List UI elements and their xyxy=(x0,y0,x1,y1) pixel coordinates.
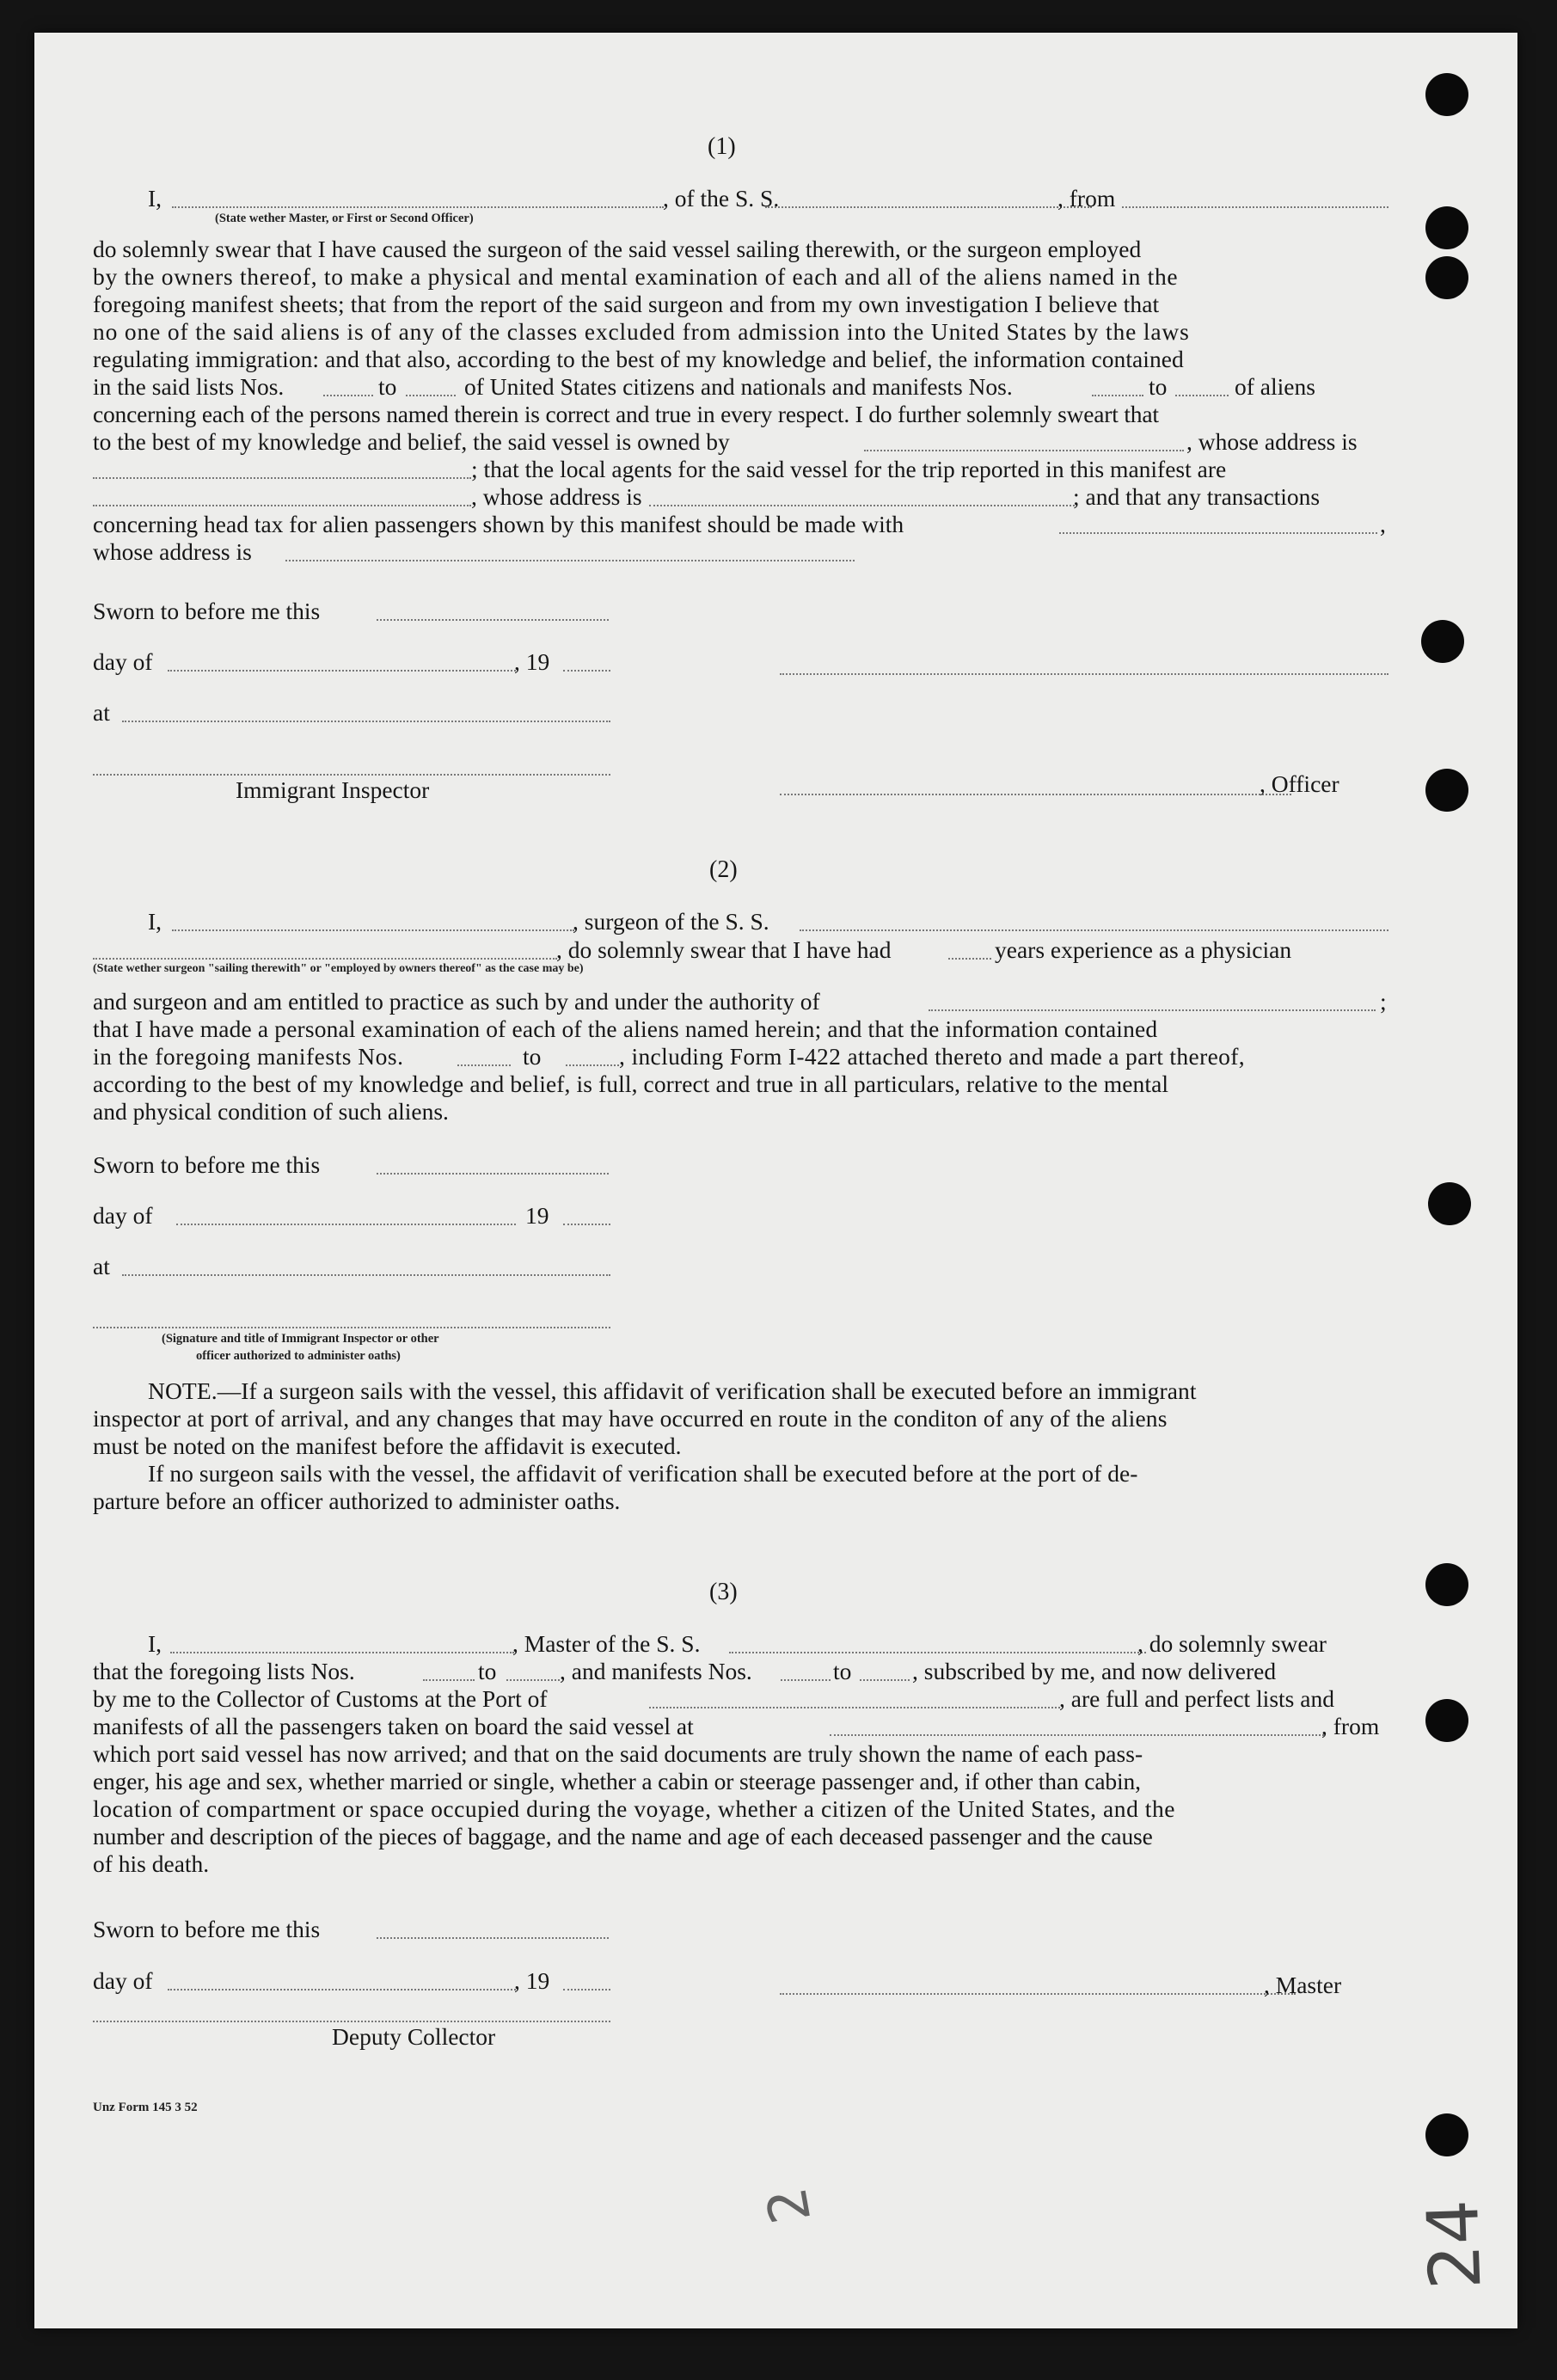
s1-day-field[interactable] xyxy=(168,670,516,672)
s1-at-field[interactable] xyxy=(122,721,610,722)
s2-authority-field[interactable] xyxy=(929,1009,1376,1011)
s1-officer-caption: (State wether Master, or First or Second Officer) xyxy=(215,212,474,225)
s2-signature-caption-1: (Signature and title of Immigrant Inspector or other xyxy=(162,1332,439,1346)
s3-line-2b: to xyxy=(478,1658,497,1684)
s3-master-signature-field[interactable] xyxy=(780,1993,1296,1995)
s3-deputy-label: Deputy Collector xyxy=(332,2023,496,2050)
s3-day-of-label: day of xyxy=(93,1967,153,1994)
s3-deputy-line[interactable] xyxy=(93,2021,610,2022)
s2-vessel-field[interactable] xyxy=(800,929,1388,931)
s1-headtax-address-field[interactable] xyxy=(285,560,855,561)
s3-master-label: , Master xyxy=(1264,1972,1342,1998)
s1-officer-name-field[interactable] xyxy=(172,206,664,208)
s2-day-field[interactable] xyxy=(176,1224,516,1225)
note-line-2: inspector at port of arrival, and any changes that may have occurred en route in the conditon of any of the aliens xyxy=(93,1405,1168,1432)
s3-master-name-field[interactable] xyxy=(170,1652,514,1653)
s1-line-9: ; that the local agents for the said vessel for the trip reported in this manifest are xyxy=(471,456,1227,482)
handwritten-page-number: 24 xyxy=(1412,2198,1498,2291)
s2-at-field[interactable] xyxy=(122,1274,610,1276)
s3-port-field[interactable] xyxy=(649,1707,1060,1708)
form-number: Unz Form 145 3 52 xyxy=(93,2101,198,2114)
s2-surgeon-caption: (State wether surgeon "sailing therewith" or "employed by owners thereof" as the case may be) xyxy=(93,962,584,975)
s2-sworn-field[interactable] xyxy=(377,1173,609,1175)
s1-line-5: regulating immigration: and that also, according to the best of my knowledge and belief, the information contained xyxy=(93,346,1184,372)
s1-agents-address-field[interactable] xyxy=(649,505,1075,506)
note-line-1: NOTE.—If a surgeon sails with the vessel, this affidavit of verification shall be executed before an immigrant xyxy=(148,1377,1197,1404)
s2-line-5c: , including Form I-422 attached thereto and made a part thereof, xyxy=(619,1043,1245,1070)
section-3-number: (3) xyxy=(709,1579,738,1605)
s3-day-field[interactable] xyxy=(168,1989,516,1990)
s1-from-field[interactable] xyxy=(1122,206,1388,208)
s1-lead: I, xyxy=(148,185,162,212)
s2-line-5a: in the foregoing manifests Nos. xyxy=(93,1043,404,1070)
s3-vessel-field[interactable] xyxy=(729,1652,1146,1653)
s1-line-4: no one of the said aliens is of any of the classes excluded from admission into the United States by the laws xyxy=(93,318,1190,345)
section-1-number: (1) xyxy=(708,133,736,160)
s1-inspector-label: Immigrant Inspector xyxy=(236,776,430,803)
s2-day-of-label: day of xyxy=(93,1202,153,1229)
s2-manifest-to-field[interactable] xyxy=(566,1064,619,1066)
s2-sworn-label: Sworn to before me this xyxy=(93,1151,321,1178)
s1-year-label: , 19 xyxy=(514,648,550,675)
s3-line-9: of his death. xyxy=(93,1850,210,1877)
handwritten-mark: 2 xyxy=(755,2182,824,2229)
s2-line-5b: to xyxy=(523,1043,542,1070)
punch-hole xyxy=(1425,206,1468,249)
s1-sworn-label: Sworn to before me this xyxy=(93,598,321,624)
s2-manifest-from-field[interactable] xyxy=(457,1064,511,1066)
punch-hole xyxy=(1421,620,1464,663)
s3-line-2d: to xyxy=(833,1658,852,1684)
s1-officer-line[interactable] xyxy=(780,794,1291,795)
punch-hole xyxy=(1425,256,1468,299)
s1-line-6b: to xyxy=(378,373,397,400)
s1-list-from-field[interactable] xyxy=(323,395,373,396)
s2-at-label: at xyxy=(93,1253,110,1279)
section-2-number: (2) xyxy=(709,856,738,883)
s1-line-7: concerning each of the persons named therein is correct and true in every respect. I do further solemnly sweart that xyxy=(93,401,1159,427)
s1-line-8b: , whose address is xyxy=(1186,428,1358,455)
s1-line-8a: to the best of my knowledge and belief, the said vessel is owned by xyxy=(93,428,730,455)
s1-line-12: whose address is xyxy=(93,538,252,565)
s1-headtax-field[interactable] xyxy=(1059,532,1377,534)
punch-hole xyxy=(1428,1182,1471,1225)
note-line-4: If no surgeon sails with the vessel, the affidavit of verification shall be executed before at the port of de- xyxy=(148,1460,1138,1487)
s1-inspector-line[interactable] xyxy=(93,774,610,776)
s2-swear: , do solemnly swear that I have had xyxy=(556,936,892,963)
s1-agents-field[interactable] xyxy=(93,505,471,506)
s3-line-2a: that the foregoing lists Nos. xyxy=(93,1658,355,1684)
s3-sworn-label: Sworn to before me this xyxy=(93,1916,321,1942)
s1-line-6e: of aliens xyxy=(1235,373,1315,400)
s2-lead: I, xyxy=(148,908,162,935)
s1-manifest-to-field[interactable] xyxy=(1175,395,1229,396)
punch-hole xyxy=(1425,2113,1468,2156)
s1-line-6d: to xyxy=(1149,373,1168,400)
s3-line-7: location of compartment or space occupied during the voyage, whether a citizen of the United States, and the xyxy=(93,1795,1176,1822)
s2-surgeon-of-ss: , surgeon of the S. S. xyxy=(573,908,769,935)
s3-lead: I, xyxy=(148,1630,162,1657)
punch-hole xyxy=(1425,1563,1468,1606)
s2-signature-caption-2: officer authorized to administer oaths) xyxy=(196,1349,401,1363)
s1-officer-label: , Officer xyxy=(1260,770,1339,797)
s3-line-5: which port said vessel has now arrived; and that on the said documents are truly shown the name of each pass- xyxy=(93,1740,1143,1767)
s2-signature-line[interactable] xyxy=(93,1327,610,1328)
s3-year-label: , 19 xyxy=(514,1967,550,1994)
punch-hole xyxy=(1425,769,1468,812)
manifest-affidavit-page xyxy=(34,33,1517,2328)
s1-from: , from xyxy=(1057,185,1116,212)
s2-line-7: and physical condition of such aliens. xyxy=(93,1098,449,1125)
note-line-5: parture before an officer authorized to administer oaths. xyxy=(93,1488,621,1514)
s3-master-of-ss: , Master of the S. S. xyxy=(512,1630,701,1657)
s3-line-6: enger, his age and sex, whether married or single, whether a cabin or steerage passenger and, if other than cabin, xyxy=(93,1768,1141,1794)
s1-line-1: do solemnly swear that I have caused the surgeon of the said vessel sailing therewith, or the surgeon employed xyxy=(93,236,1142,262)
s3-manifests-to-field[interactable] xyxy=(860,1679,910,1681)
s1-vessel-name-field[interactable] xyxy=(765,206,1092,208)
s3-line-4a: manifests of all the passengers taken on board the said vessel at xyxy=(93,1713,694,1739)
s3-line-2e: , subscribed by me, and now delivered xyxy=(912,1658,1277,1684)
s3-lists-from-field[interactable] xyxy=(423,1679,475,1681)
s1-sworn-field[interactable] xyxy=(377,619,609,621)
s3-lists-to-field[interactable] xyxy=(506,1679,560,1681)
s2-line-3-end: ; xyxy=(1380,988,1387,1015)
s2-line-4: that I have made a personal examination of each of the aliens named herein; and that the information contained xyxy=(93,1015,1158,1042)
s2-line-6: according to the best of my knowledge and belief, is full, correct and true in all particulars, relative to the mental xyxy=(93,1070,1169,1097)
s2-line-3: and surgeon and am entitled to practice as such by and under the authority of xyxy=(93,988,820,1015)
s3-sworn-field[interactable] xyxy=(377,1937,609,1939)
s2-year-label: 19 xyxy=(525,1202,549,1229)
s2-year-field[interactable] xyxy=(563,1224,610,1225)
s2-years: years experience as a physician xyxy=(995,936,1292,963)
s3-line-3a: by me to the Collector of Customs at the Port of xyxy=(93,1685,548,1712)
s1-line-6c: of United States citizens and nationals and manifests Nos. xyxy=(464,373,1013,400)
s2-designation-field[interactable] xyxy=(93,958,557,960)
s1-line-11-comma: , xyxy=(1380,511,1386,537)
punch-hole xyxy=(1425,73,1468,116)
s1-line-10b: ; and that any transactions xyxy=(1073,483,1321,510)
s1-line-6a: in the said lists Nos. xyxy=(93,373,285,400)
s3-line-3b: , are full and perfect lists and xyxy=(1059,1685,1334,1712)
s1-line-10a: , whose address is xyxy=(471,483,642,510)
note-line-3: must be noted on the manifest before the affidavit is executed. xyxy=(93,1432,682,1459)
s3-manifests-from-field[interactable] xyxy=(781,1679,831,1681)
s1-manifest-from-field[interactable] xyxy=(1092,395,1143,396)
s1-day-of-label: day of xyxy=(93,648,153,675)
s1-signature-field[interactable] xyxy=(780,673,1388,675)
s1-line-2: by the owners thereof, to make a physical and mental examination of each and all of the aliens named in the xyxy=(93,263,1179,290)
s3-year-field[interactable] xyxy=(563,1989,610,1990)
s1-at-label: at xyxy=(93,699,110,726)
s1-year-field[interactable] xyxy=(563,670,610,672)
s1-list-to-field[interactable] xyxy=(406,395,456,396)
punch-hole xyxy=(1425,1699,1468,1742)
s1-of-ss: , of the S. S. xyxy=(663,185,780,212)
s1-owner-address-field[interactable] xyxy=(93,477,471,479)
s2-surgeon-name-field[interactable] xyxy=(172,929,574,931)
s3-line-4b: , from xyxy=(1321,1713,1380,1739)
s3-line-8: number and description of the pieces of baggage, and the name and age of each deceased passenger and the cause xyxy=(93,1823,1153,1849)
s1-line-11: concerning head tax for alien passengers shown by this manifest should be made with xyxy=(93,511,904,537)
s2-years-field[interactable] xyxy=(948,958,991,960)
s3-line-2c: , and manifests Nos. xyxy=(560,1658,752,1684)
s1-line-3: foregoing manifest sheets; that from the report of the said surgeon and from my own investigation I believe that xyxy=(93,291,1160,317)
s3-swear: , do solemnly swear xyxy=(1137,1630,1327,1657)
s3-boarding-port-field[interactable] xyxy=(830,1734,1324,1736)
s1-owner-field[interactable] xyxy=(864,450,1184,451)
